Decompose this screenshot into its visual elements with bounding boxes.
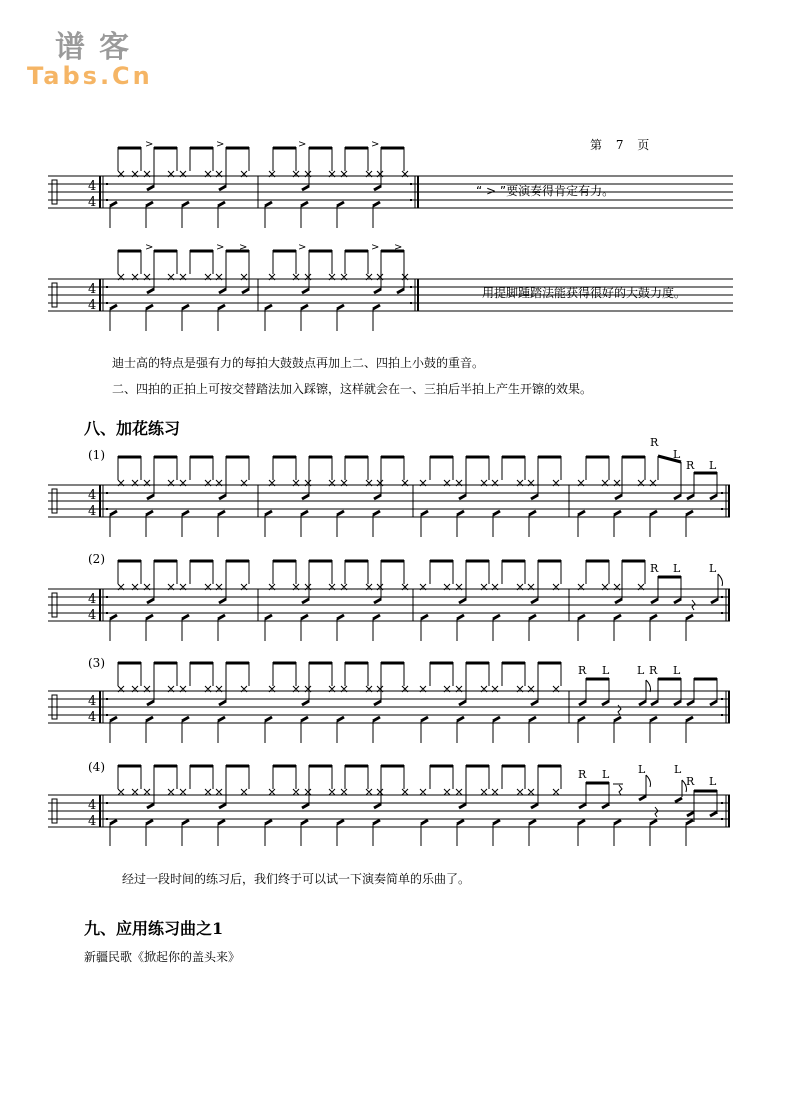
- exercise-1-sticking-1: R: [650, 436, 659, 449]
- section-9-subtitle: 新疆民歌《掀起你的盖头来》: [84, 950, 241, 964]
- exercise-4-label: (4): [88, 760, 105, 774]
- section-8-title: 八、加花练习: [84, 419, 181, 438]
- svg-text:>: >: [145, 139, 154, 150]
- logo-chinese: 谱客: [55, 30, 143, 65]
- exercise-1-sticking-2: L: [673, 448, 681, 461]
- page-number: 第 7 页: [590, 138, 650, 152]
- exercise-2-sticking-2: L: [673, 562, 681, 575]
- exercise-4-sticking-3: L: [638, 763, 646, 776]
- svg-text:>: >: [298, 242, 307, 253]
- svg-text:4: 4: [88, 710, 97, 725]
- svg-text:>: >: [216, 139, 225, 150]
- exercise-2-staff: [0, 545, 790, 645]
- exercise-2-sticking-1: R: [650, 562, 659, 575]
- exercise-3-sticking-3: L: [637, 664, 645, 677]
- exercise-3-staff: [0, 650, 790, 750]
- paragraph-2: 二、四拍的正拍上可按交替踏法加入踩镲，这样就会在一、三拍后半拍上产生开镲的效果。: [112, 382, 593, 396]
- exercise-1-sticking-3: R: [686, 459, 695, 472]
- svg-text:>: >: [145, 242, 154, 253]
- svg-text:>: >: [239, 242, 248, 253]
- exercise-4-sticking-6: L: [709, 775, 717, 788]
- svg-text:4: 4: [88, 814, 97, 829]
- exercise-1-sticking-4: L: [709, 459, 717, 472]
- exercise-3-sticking-2: L: [602, 664, 610, 677]
- svg-text:>: >: [394, 242, 403, 253]
- exercise-1-staff: [0, 440, 790, 540]
- exercise-4-staff: [0, 755, 790, 855]
- svg-text:4: 4: [88, 282, 97, 297]
- svg-text:4: 4: [88, 298, 97, 313]
- exercise-2-label: (2): [88, 552, 105, 566]
- svg-text:4: 4: [88, 504, 97, 519]
- svg-text:4: 4: [88, 608, 97, 623]
- exercise-4-sticking-1: R: [578, 768, 587, 781]
- svg-text:>: >: [371, 139, 380, 150]
- drum-staff-system-1: [0, 130, 790, 240]
- svg-text:4: 4: [88, 488, 97, 503]
- system-2-note: 用提脚踵踏法能获得很好的大鼓力度。: [482, 286, 687, 300]
- exercise-2-sticking-3: L: [709, 562, 717, 575]
- svg-text:4: 4: [88, 694, 97, 709]
- svg-text:4: 4: [88, 798, 97, 813]
- logo-english: Tabs.Cn: [27, 62, 153, 90]
- exercise-4-sticking-5: R: [686, 775, 695, 788]
- exercise-3-sticking-1: R: [578, 664, 587, 677]
- exercise-4-sticking-4: L: [674, 763, 682, 776]
- svg-text:4: 4: [88, 179, 97, 194]
- exercise-1-label: (1): [88, 448, 105, 462]
- exercise-3-sticking-4: R: [649, 664, 658, 677]
- svg-text:>: >: [371, 242, 380, 253]
- svg-text:>: >: [216, 242, 225, 253]
- paragraph-3: 经过一段时间的练习后，我们终于可以试一下演奏简单的乐曲了。: [122, 872, 471, 886]
- exercise-3-sticking-5: L: [673, 664, 681, 677]
- svg-text:4: 4: [88, 592, 97, 607]
- svg-text:4: 4: [88, 195, 97, 210]
- paragraph-1: 迪士高的特点是强有力的每拍大鼓鼓点再加上二、四拍上小鼓的重音。: [112, 356, 485, 370]
- section-9-title: 九、应用练习曲之1: [84, 919, 224, 938]
- exercise-4-sticking-2: L: [602, 768, 610, 781]
- svg-text:>: >: [298, 139, 307, 150]
- system-1-note: “ > ”要演奏得肯定有力。: [476, 184, 615, 198]
- exercise-3-label: (3): [88, 656, 105, 670]
